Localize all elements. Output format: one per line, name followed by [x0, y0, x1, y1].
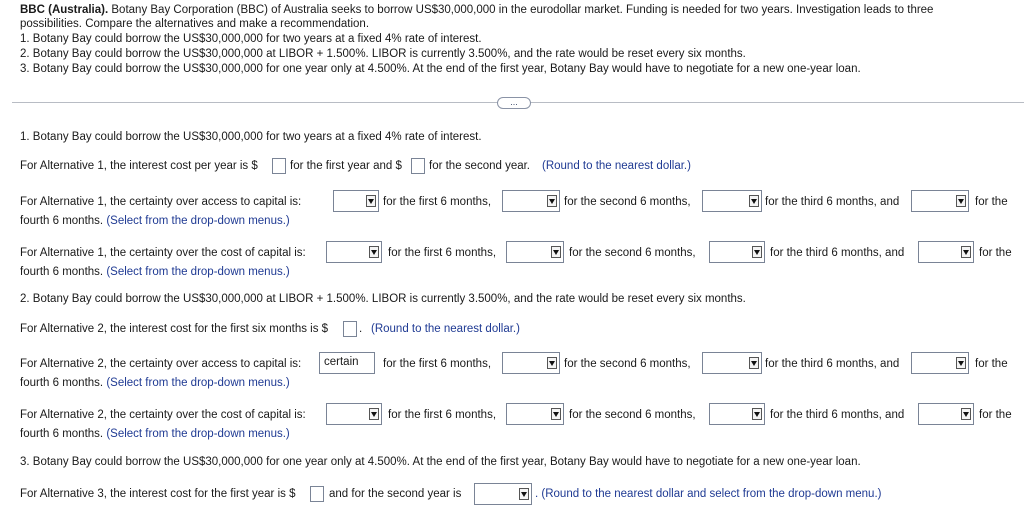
alt3-cost-label-a: For Alternative 3, the interest cost for the first year is $: [20, 488, 296, 500]
alt1-cost-certainty-period-3: for the third 6 months, and: [770, 247, 905, 259]
alt1-access-period-4a: for the: [975, 196, 1008, 208]
chevron-down-icon: [551, 408, 561, 420]
alt1-access-period-1: for the first 6 months,: [383, 196, 492, 208]
alt1-cost-certainty-period-1: for the first 6 months,: [388, 247, 497, 259]
chevron-down-icon: [749, 357, 759, 369]
alt2-first-six-months-cost-input[interactable]: [343, 321, 357, 337]
alt2-access-period-4b: [20, 377, 290, 389]
alt1-cost-certainty-period-2: for the second 6 months,: [569, 247, 696, 259]
dropdown-hint: (Select from the drop-down menus.): [106, 215, 290, 227]
alt3-cost-label-b: and for the second year is: [329, 488, 462, 500]
chevron-down-icon: [956, 195, 966, 207]
problem-intro-line-2: possibilities. Compare the alternatives and make a recommendation.: [20, 18, 370, 30]
problem-title: BBC (Australia).: [20, 4, 109, 16]
alt2-access-period-4a: for the: [975, 358, 1008, 370]
alt2-access-selected-value: certain: [324, 356, 359, 368]
chevron-down-icon: [366, 195, 376, 207]
alt2-access-period-3: for the third 6 months, and: [765, 358, 900, 370]
chevron-down-icon: [752, 408, 762, 420]
fourth-period-text: fourth 6 months.: [20, 428, 104, 440]
dropdown-hint: (Select from the drop-down menus.): [106, 266, 290, 278]
dropdown-hint: (Select from the drop-down menus.): [106, 428, 290, 440]
alt3-cost-hint: . (Round to the nearest dollar and select from the drop-down menu.): [535, 488, 882, 500]
alt1-second-year-cost-input[interactable]: [411, 158, 425, 174]
alt1-cost-certainty-period-4a: for the: [979, 247, 1012, 259]
chevron-down-icon: [752, 246, 762, 258]
chevron-down-icon: [551, 246, 561, 258]
expand-more-button[interactable]: ...: [497, 97, 531, 109]
chevron-down-icon: [547, 195, 557, 207]
alt2-access-dropdown-3[interactable]: [702, 352, 762, 374]
alt1-cost-certainty-dropdown-2[interactable]: [506, 241, 564, 263]
alt2-cost-certainty-dropdown-1[interactable]: [326, 403, 382, 425]
alt1-cost-label-a: For Alternative 1, the interest cost per year is $: [20, 160, 258, 172]
chevron-down-icon: [956, 357, 966, 369]
problem-option-2: 2. Botany Bay could borrow the US$30,000,000 at LIBOR + 1.500%. LIBOR is currently 3.500%, and the rate would be reset every six months.: [20, 48, 746, 60]
fourth-period-text: fourth 6 months.: [20, 215, 104, 227]
alt1-cost-hint: (Round to the nearest dollar.): [542, 160, 691, 172]
alt3-second-year-dropdown[interactable]: [474, 483, 532, 505]
alt2-access-period-1: for the first 6 months,: [383, 358, 492, 370]
chevron-down-icon: [369, 246, 379, 258]
alt2-cost-certainty-dropdown-4[interactable]: [918, 403, 974, 425]
alt1-cost-certainty-dropdown-3[interactable]: [709, 241, 765, 263]
alt1-cost-certainty-dropdown-4[interactable]: [918, 241, 974, 263]
alt3-heading: 3. Botany Bay could borrow the US$30,000,000 for one year only at 4.500%. At the end of the first year, Botany Bay would have to negotiate for a new one-year loan.: [20, 456, 861, 468]
chevron-down-icon: [961, 408, 971, 420]
alt1-access-dropdown-2[interactable]: [502, 190, 560, 212]
alt1-access-label: For Alternative 1, the certainty over access to capital is:: [20, 196, 302, 208]
alt3-first-year-cost-input[interactable]: [310, 486, 324, 502]
alt2-cost-certainty-period-4b: [20, 428, 290, 440]
alt1-cost-certainty-dropdown-1[interactable]: [326, 241, 382, 263]
alt2-heading: 2. Botany Bay could borrow the US$30,000,000 at LIBOR + 1.500%. LIBOR is currently 3.500%, and the rate would be reset every six months.: [20, 293, 746, 305]
dropdown-hint: (Select from the drop-down menus.): [106, 377, 290, 389]
alt1-cost-label-c: for the second year.: [429, 160, 531, 172]
chevron-down-icon: [369, 408, 379, 420]
problem-intro-text: Botany Bay Corporation (BBC) of Australia seeks to borrow US$30,000,000 in the eurodollar market. Funding is needed for two years. Investigation leads to three: [111, 4, 934, 16]
alt1-first-year-cost-input[interactable]: [272, 158, 286, 174]
alt1-heading: 1. Botany Bay could borrow the US$30,000,000 for two years at a fixed 4% rate of interest.: [20, 131, 482, 143]
problem-option-1: 1. Botany Bay could borrow the US$30,000,000 for two years at a fixed 4% rate of interest.: [20, 33, 482, 45]
alt2-cost-certainty-period-2: for the second 6 months,: [569, 409, 696, 421]
alt2-cost-label-b: .: [359, 323, 363, 335]
chevron-down-icon: [961, 246, 971, 258]
fourth-period-text: fourth 6 months.: [20, 377, 104, 389]
alt1-access-period-3: for the third 6 months, and: [765, 196, 900, 208]
alt1-cost-label-b: for the first year and $: [290, 160, 402, 172]
alt2-access-label: For Alternative 2, the certainty over access to capital is:: [20, 358, 302, 370]
problem-option-3: 3. Botany Bay could borrow the US$30,000,000 for one year only at 4.500%. At the end of the first year, Botany Bay would have to negotiate for a new one-year loan.: [20, 63, 861, 75]
alt2-access-dropdown-1[interactable]: [319, 352, 375, 374]
chevron-down-icon: [547, 357, 557, 369]
alt1-access-period-2: for the second 6 months,: [564, 196, 691, 208]
alt2-cost-certainty-period-1: for the first 6 months,: [388, 409, 497, 421]
chevron-down-icon: [519, 488, 529, 500]
alt1-access-dropdown-4[interactable]: [911, 190, 969, 212]
alt2-access-dropdown-2[interactable]: [502, 352, 560, 374]
problem-intro-line-1: [20, 4, 933, 16]
alt2-cost-hint: (Round to the nearest dollar.): [371, 323, 520, 335]
alt1-access-dropdown-3[interactable]: [702, 190, 762, 212]
alt2-cost-label-a: For Alternative 2, the interest cost for the first six months is $: [20, 323, 329, 335]
alt2-cost-certainty-period-3: for the third 6 months, and: [770, 409, 905, 421]
alt1-cost-certainty-period-4b: [20, 266, 290, 278]
alt2-cost-certainty-dropdown-2[interactable]: [506, 403, 564, 425]
alt2-cost-certainty-dropdown-3[interactable]: [709, 403, 765, 425]
alt2-cost-certainty-label: For Alternative 2, the certainty over the cost of capital is:: [20, 409, 306, 421]
alt2-cost-certainty-period-4a: for the: [979, 409, 1012, 421]
alt1-access-period-4b: [20, 215, 290, 227]
chevron-down-icon: [749, 195, 759, 207]
alt1-cost-certainty-label: For Alternative 1, the certainty over the cost of capital is:: [20, 247, 306, 259]
alt1-access-dropdown-1[interactable]: [333, 190, 379, 212]
fourth-period-text: fourth 6 months.: [20, 266, 104, 278]
alt2-access-period-2: for the second 6 months,: [564, 358, 691, 370]
alt2-access-dropdown-4[interactable]: [911, 352, 969, 374]
